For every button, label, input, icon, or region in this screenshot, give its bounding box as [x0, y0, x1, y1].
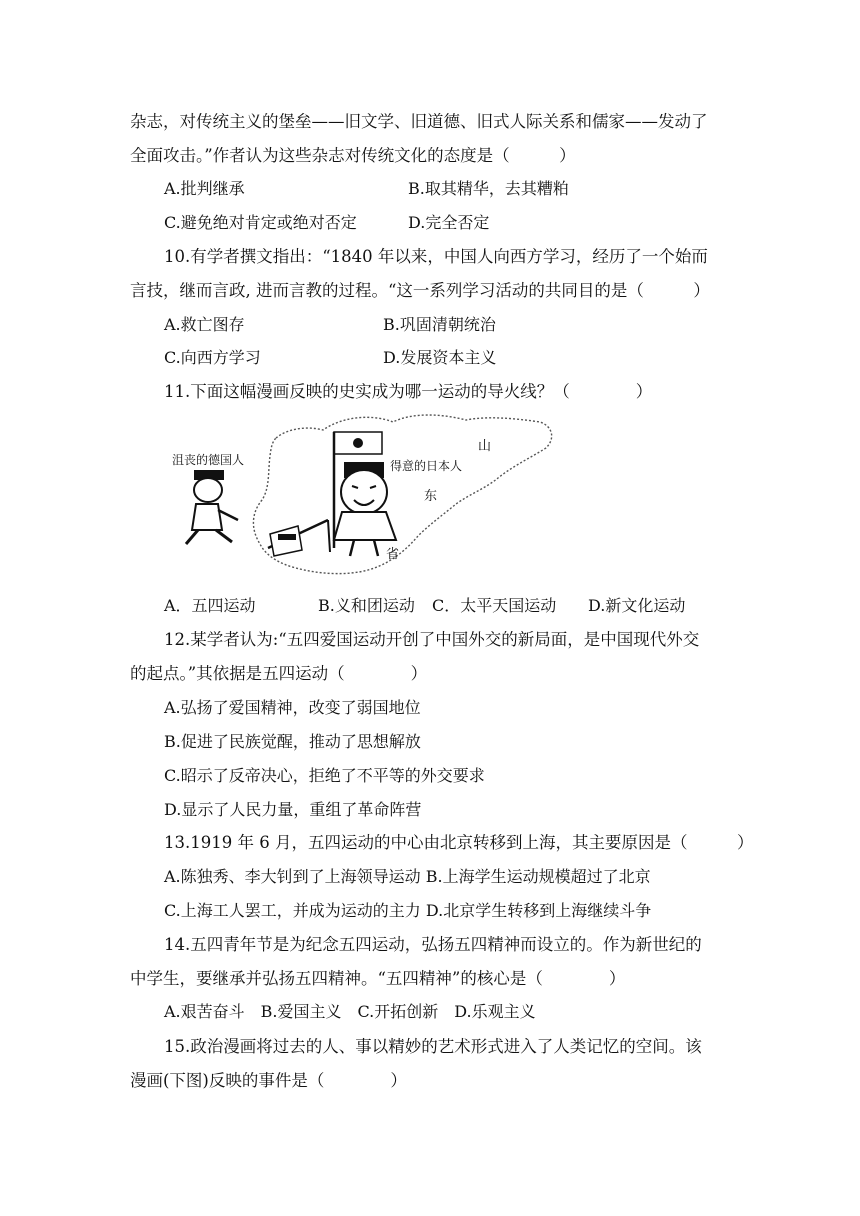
q11-cartoon — [168, 408, 560, 580]
q11-option-d: D.新文化运动 — [588, 596, 686, 615]
q9-option-a: A.批判继承 — [164, 179, 245, 198]
q10-option-b: B.巩固清朝统治 — [383, 315, 496, 334]
q9-stem-line-1: 杂志，对传统主义的堡垒——旧文学、旧道德、旧式人际关系和儒家——发动了 — [130, 112, 708, 131]
q12-option-a: A.弘扬了爱国精神，改变了弱国地位 — [164, 698, 421, 717]
q10-stem-line-1: 10.有学者撰文指出：“1840 年以来，中国人向西方学习，经历了一个始而 — [164, 247, 708, 266]
fallen-german-flag — [268, 520, 328, 556]
q13-options-ab: A.陈独秀、李大钊到了上海领导运动 B.上海学生运动规模超过了北京 — [164, 867, 651, 886]
q9-option-b: B.取其精华，去其糟粕 — [408, 179, 569, 198]
province-char-shan: 山 — [478, 439, 492, 454]
german-figure — [186, 470, 238, 544]
q10-stem-line-2: 言技，继而言政, 进而言教的过程。“这一系列学习活动的共同目的是（ ） — [130, 281, 710, 300]
q9-stem-line-2: 全面攻击。”作者认为这些杂志对传统文化的态度是（ ） — [130, 146, 576, 165]
q12-option-c: C.昭示了反帝决心，拒绝了不平等的外交要求 — [164, 766, 485, 785]
q9-option-c: C.避免绝对肯定或绝对否定 — [164, 213, 357, 232]
q11-option-a: A．五四运动 — [164, 596, 256, 615]
q14-stem-line-2: 中学生，要继承并弘扬五四精神。“五四精神”的核心是（ ） — [130, 969, 626, 988]
q15-stem-line-2: 漫画(下图)反映的事件是（ ） — [130, 1071, 407, 1090]
label-german: 沮丧的德国人 — [172, 453, 245, 467]
province-char-sheng: 省 — [386, 547, 400, 562]
q9-option-d: D.完全否定 — [408, 213, 490, 232]
q11-option-b: B.义和团运动 — [318, 596, 415, 615]
q12-option-d: D.显示了人民力量，重组了革命阵营 — [164, 800, 422, 819]
label-japanese: 得意的日本人 — [390, 459, 463, 473]
q12-stem-line-1: 12.某学者认为:“五四爱国运动开创了中国外交的新局面，是中国现代外交 — [164, 630, 700, 649]
q10-option-d: D.发展资本主义 — [383, 348, 497, 367]
q11-stem-line-1: 11.下面这幅漫画反映的史实成为哪一运动的导火线？（ ） — [164, 382, 653, 401]
q10-option-a: A.救亡图存 — [164, 315, 245, 334]
q12-option-b: B.促进了民族觉醒，推动了思想解放 — [164, 732, 421, 751]
q11-option-c: C．太平天国运动 — [432, 596, 557, 615]
q12-stem-line-2: 的起点。”其依据是五四运动（ ） — [130, 664, 428, 683]
q14-stem-line-1: 14.五四青年节是为纪念五四运动，弘扬五四精神而设立的。作为新世纪的 — [164, 935, 702, 954]
q15-stem-line-1: 15.政治漫画将过去的人、事以精妙的艺术形式进入了人类记忆的空间。该 — [164, 1037, 702, 1056]
province-char-dong: 东 — [424, 489, 438, 504]
q14-options: A.艰苦奋斗 B.爱国主义 C.开拓创新 D.乐观主义 — [164, 1002, 536, 1021]
q10-option-c: C.向西方学习 — [164, 348, 261, 367]
q13-options-cd: C.上海工人罢工，并成为运动的主力 D.北京学生转移到上海继续斗争 — [164, 901, 652, 920]
japanese-figure — [334, 462, 396, 556]
q13-stem-line-1: 13.1919 年 6 月，五四运动的中心由北京转移到上海，其主要原因是（ ） — [164, 833, 754, 852]
